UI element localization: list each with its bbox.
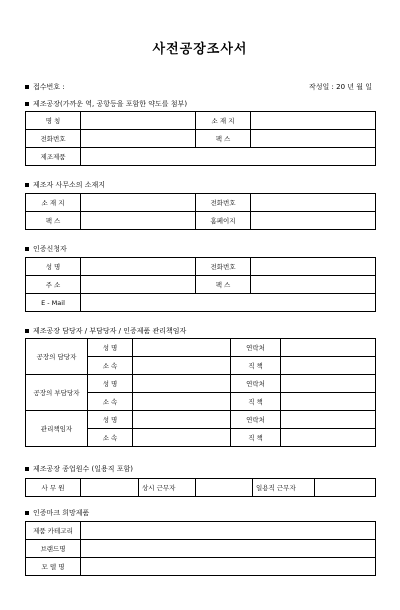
qm-name-field[interactable]	[133, 411, 231, 429]
cell-label: 사 무 원	[26, 479, 81, 497]
cell-label: 직 책	[231, 393, 281, 411]
cell-label: 소 재 지	[26, 194, 81, 212]
table-row	[26, 258, 376, 276]
section-products-heading: 인증마크 희망제품	[25, 508, 89, 518]
cell-label: 직 책	[231, 357, 281, 375]
date-line: 작성일 : 20 년 월 일	[309, 83, 372, 91]
cell-label: 팩 스	[26, 212, 81, 230]
cell-label: 팩 스	[196, 130, 251, 148]
table-row	[26, 375, 376, 393]
applicant-table	[25, 257, 376, 312]
factory-fax-field[interactable]	[251, 130, 376, 148]
qm-contact-field[interactable]	[281, 411, 376, 429]
table-row	[26, 540, 376, 558]
bullet-square-icon	[25, 247, 29, 251]
section-applicant-heading: 인증신청자	[25, 244, 67, 254]
regular-count-field[interactable]	[196, 479, 253, 497]
cell-label: 공장의 부담당자	[26, 375, 88, 411]
cell-label: 성 명	[88, 411, 133, 429]
cell-label: 브랜드명	[26, 540, 81, 558]
cell-label: 전화번호	[196, 194, 251, 212]
qm-position-field[interactable]	[281, 429, 376, 447]
cell-label: 공장의 담당자	[26, 339, 88, 375]
brand-name-field[interactable]	[81, 540, 376, 558]
manager-position-field[interactable]	[281, 357, 376, 375]
table-row	[26, 479, 376, 497]
cell-label: 일용직 근무자	[253, 479, 315, 497]
cell-label: 성 명	[88, 375, 133, 393]
office-fax-field[interactable]	[81, 212, 196, 230]
managers-table	[25, 338, 376, 447]
model-name-field[interactable]	[81, 558, 376, 576]
factory-location-field[interactable]	[251, 112, 376, 130]
table-row	[26, 212, 376, 230]
cell-label: 성 명	[26, 258, 81, 276]
submanager-contact-field[interactable]	[281, 375, 376, 393]
factory-phone-field[interactable]	[81, 130, 196, 148]
applicant-fax-field[interactable]	[251, 276, 376, 294]
cell-label: 소 속	[88, 357, 133, 375]
cell-label: 연락처	[231, 411, 281, 429]
table-row	[26, 558, 376, 576]
office-table	[25, 193, 376, 230]
office-count-field[interactable]	[81, 479, 139, 497]
cell-label: 제품 카테고리	[26, 522, 81, 540]
cell-label: 주 소	[26, 276, 81, 294]
cell-label: 직 책	[231, 429, 281, 447]
cell-label: E - Mail	[26, 294, 81, 312]
manager-dept-field[interactable]	[133, 357, 231, 375]
bullet-square-icon	[25, 85, 29, 89]
section-factory-heading: 제조공장(가까운 역, 공항등을 포함한 약도를 첨부)	[25, 99, 187, 109]
section-office-heading: 제조자 사무소의 소재지	[25, 180, 105, 190]
cell-label: 관리책임자	[26, 411, 88, 447]
cell-label: 연락처	[231, 339, 281, 357]
table-row	[26, 522, 376, 540]
applicant-phone-field[interactable]	[251, 258, 376, 276]
cell-label: 연락처	[231, 375, 281, 393]
cell-label: 홈페이지	[196, 212, 251, 230]
cell-label: 모 델 명	[26, 558, 81, 576]
cell-label: 제조제품	[26, 148, 81, 166]
product-category-field[interactable]	[81, 522, 376, 540]
office-homepage-field[interactable]	[251, 212, 376, 230]
table-row	[26, 294, 376, 312]
table-row	[26, 339, 376, 357]
applicant-name-field[interactable]	[81, 258, 196, 276]
submanager-name-field[interactable]	[133, 375, 231, 393]
page-title: 사전공장조사서	[152, 42, 248, 57]
employees-table	[25, 478, 376, 497]
cell-label: 소 재 지	[196, 112, 251, 130]
cell-label: 전화번호	[26, 130, 81, 148]
submanager-position-field[interactable]	[281, 393, 376, 411]
cell-label: 성 명	[88, 339, 133, 357]
office-location-field[interactable]	[81, 194, 196, 212]
cell-label: 전화번호	[196, 258, 251, 276]
manager-name-field[interactable]	[133, 339, 231, 357]
bullet-square-icon	[25, 329, 29, 333]
bullet-square-icon	[25, 102, 29, 106]
bullet-square-icon	[25, 467, 29, 471]
cell-label: 상시 근무자	[139, 479, 196, 497]
factory-product-field[interactable]	[81, 148, 376, 166]
office-phone-field[interactable]	[251, 194, 376, 212]
receipt-number: 접수번호 :	[25, 82, 65, 92]
cell-label: 소 속	[88, 429, 133, 447]
qm-dept-field[interactable]	[133, 429, 231, 447]
table-row	[26, 148, 376, 166]
applicant-address-field[interactable]	[81, 276, 196, 294]
bullet-square-icon	[25, 511, 29, 515]
bullet-square-icon	[25, 183, 29, 187]
section-managers-heading: 제조공장 담당자 / 부담당자 / 인증제품 관리책임자	[25, 326, 186, 336]
cell-label: 팩 스	[196, 276, 251, 294]
cell-label: 명 칭	[26, 112, 81, 130]
table-row	[26, 112, 376, 130]
section-employees-heading: 제조공장 종업원수 (일용직 포함)	[25, 464, 133, 474]
manager-contact-field[interactable]	[281, 339, 376, 357]
table-row	[26, 130, 376, 148]
factory-name-field[interactable]	[81, 112, 196, 130]
factory-table	[25, 111, 376, 166]
table-row	[26, 411, 376, 429]
cell-label: 소 속	[88, 393, 133, 411]
products-table	[25, 521, 376, 576]
daily-count-field[interactable]	[315, 479, 376, 497]
table-row	[26, 194, 376, 212]
table-row	[26, 276, 376, 294]
applicant-email-field[interactable]	[81, 294, 376, 312]
submanager-dept-field[interactable]	[133, 393, 231, 411]
